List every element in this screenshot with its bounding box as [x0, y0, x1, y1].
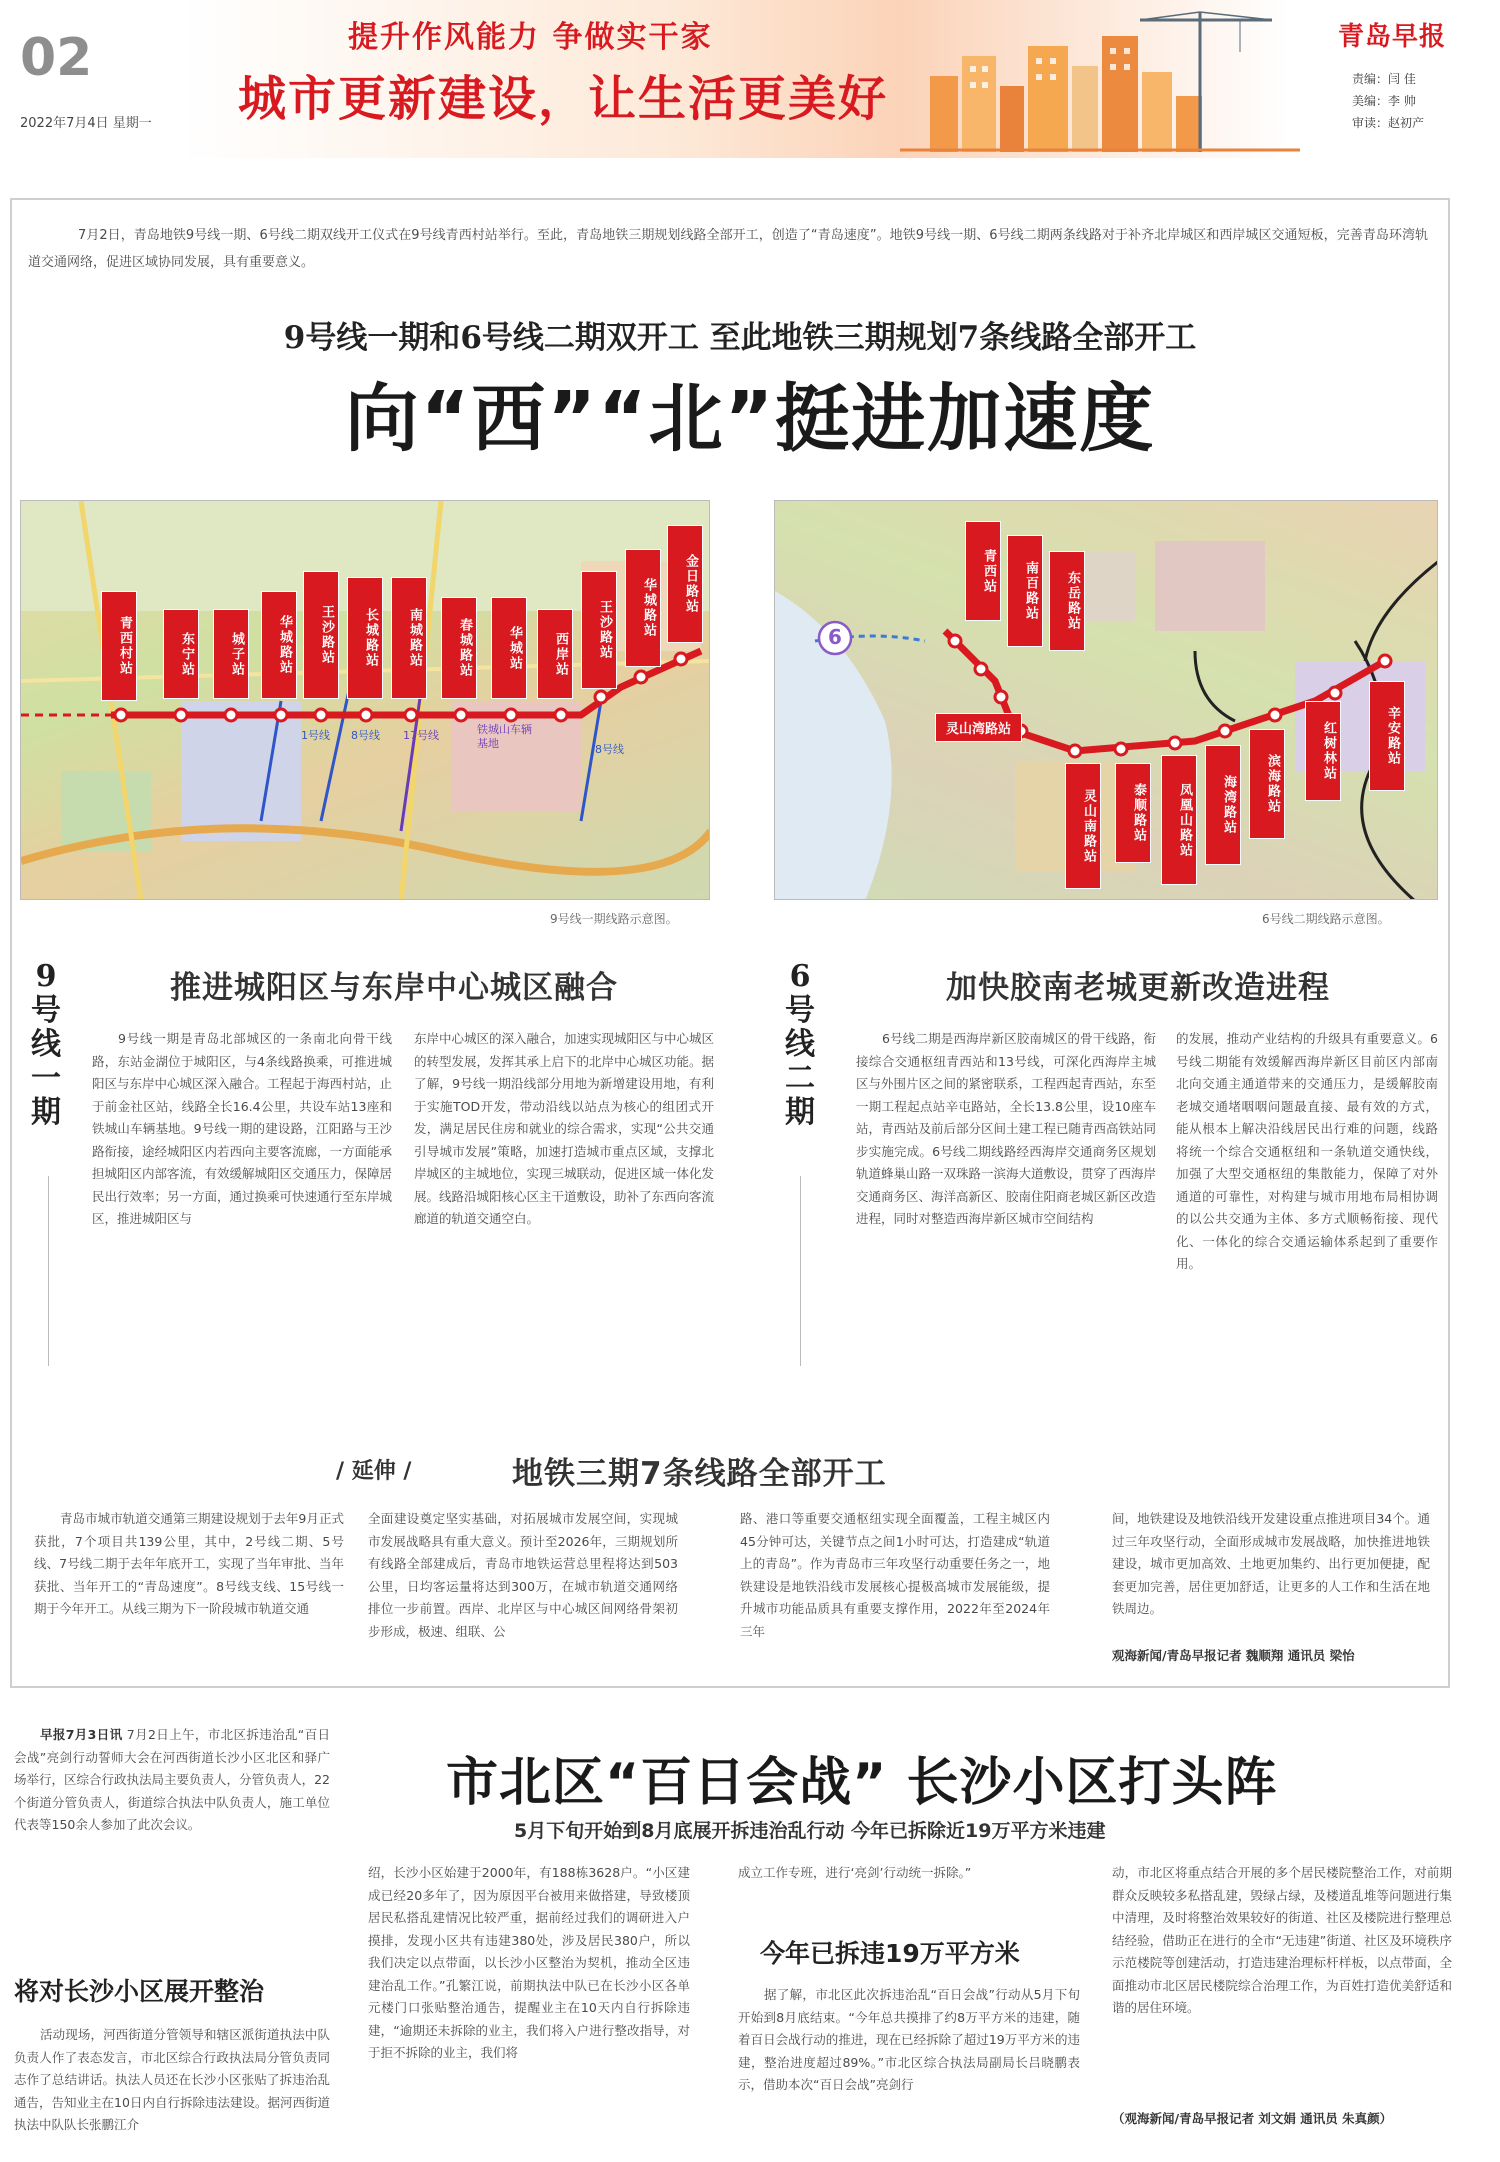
metro-intro: 7月2日，青岛地铁9号线一期、6号线二期双线开工仪式在9号线青西村站举行。至此，青岛地铁三期规划线路全部开工，创造了“青岛速度”。地铁9号线一期、6号线二期两条线路对于补齐北岸城区和西岸城区交通短板，完善青岛环湾轨道交通网络，促进区域协同发展，具有重要意义。 [28, 228, 1428, 270]
line9-station: 王沙路站 [581, 571, 617, 689]
shibei-column-3: 成立工作专班，进行‘亮剑’行动统一拆除。” [738, 1865, 972, 1880]
line9-station: 西岸站 [537, 609, 573, 699]
editor-credit: 责编：闫 佳 [1352, 72, 1416, 86]
shibei-column-2: 绍，长沙小区始建于2000年，有188栋3628户。“小区建成已经20多年了，因为原因平台被用来做搭建，导致楼顶居民私搭乱建情况比较严重，据前经过我们的调研进入户摸排，发现小区共有违建380处，涉及居民380户，所以我们决定以点带面，以长沙小区整治为契机，推动全区违建治乱工作。”孔繁江说，前期执法中队已在长沙小区各单元楼门口张贴整治通告，提醒业主在10天内自行拆除违建，“逾期还未拆除的业主，我们将入户进行整改指导，对于拒不拆除的业主，我们将 [368, 1865, 690, 2060]
line6-station: 青西站 [965, 521, 1001, 621]
page-header [0, 0, 1500, 158]
line9-station: 王沙路站 [303, 571, 339, 699]
extension-tag: / 延伸 / [336, 1459, 412, 1484]
line9-section-label [24, 960, 68, 1130]
extension-byline: 观海新闻/青岛早报记者 魏顺翔 通讯员 梁怡 [1112, 1648, 1355, 1663]
line6-station: 东岳路站 [1049, 551, 1085, 651]
line6-station: 红树林站 [1305, 701, 1341, 801]
line6-label-text: 6号线二期 [785, 959, 815, 1130]
line9-column-1: 9号线一期是青岛北部城区的一条南北向骨干线路，东站金湖位于城阳区，与4条线路换乘，可推进城阳区与东岸中心城区深入融合。工程起于海西村站，止于前金社区站，线路全长16.4公里，共设车站13座和铁城山车辆基地。9号线一期的建设路，江阳路与王沙路衔接，途经城阳区内若西向主要客流廊，一方面能承担城阳区内部客流，有效缓解城阳区交通压力，保障居民出行效率；另一方面，通过换乘可快速通行至东岸城区，推进城阳区与 [92, 1031, 392, 1226]
shibei-lead [14, 1724, 330, 1954]
shibei-lead-text: 7月2日上午，市北区拆违治乱“百日会战”亮剑行动誓师大会在河西街道长沙小区北区和驿广场举行，区综合行政执法局主要负责人，分管负责人，22个街道分管负责人，街道综合执法中队负责人，施工单位代表等150余人参加了此次会议。 [14, 1727, 330, 1832]
extension-title: 地铁三期7条线路全部开工 [512, 1456, 887, 1492]
metro-headline: 向“西”“北”挺进加速度 [344, 376, 1156, 462]
shibei-subheadline: 5月下旬开始到8月底展开拆违治乱行动 今年已拆除近19万平方米违建 [514, 1820, 1106, 1842]
newspaper-logo: 青岛早报 [1338, 22, 1447, 52]
shibei-subhead-1: 将对长沙小区展开整治 [14, 1977, 265, 2006]
line6-station: 海湾路站 [1205, 745, 1241, 865]
line6-station: 泰顺路站 [1115, 763, 1151, 863]
extension-column-3: 路、港口等重要交通枢纽实现全面覆盖，工程主城区内45分钟可达，关键节点之间1小时可达，打造建成“轨道上的青岛”。作为青岛市三年攻坚行动重要任务之一，地铁建设是地铁沿线市发展核心提极高城市发展能级，提升城市功能品质具有重要支撑作用，2022年至2024年三年 [740, 1511, 1050, 1639]
banner-title: 城市更新建设，让生活更美好 [238, 71, 889, 127]
line6-column-1: 6号线二期是西海岸新区胶南城区的骨干线路，衔接综合交通枢纽青西站和13号线，可深化西海岸主城区与外围片区之间的紧密联系，工程西起青西站，东至一期工程起点站辛屯路站，全长13.8公里，设10座车站，青西站及前后部分区间土建工程已随青西高铁站同步实施完成。6号线二期线路经西海岸交通商务区规划轨道蜂巢山路一双珠路一滨海大道敷设，贯穿了西海岸交通商务区、海洋高新区、胶南住阳商老城区新区改造进程，同时对整造西海岸新区城市空间结构 [856, 1031, 1156, 1226]
line9-section-title: 推进城阳区与东岸中心城区融合 [170, 970, 618, 1006]
extension-column-4: 间，地铁建设及地铁沿线开发建设重点推进项目34个。通过三年攻坚行动，全面形成城市发展战略，加快推进地铁建设，城市更加高效、土地更加集约、出行更加便捷，配套更加完善，居住更加舒适，让更多的人工作和生活在地铁周边。 [1112, 1511, 1430, 1616]
line9-station: 华城路站 [261, 591, 297, 699]
line6-number-badge: 6 [828, 625, 842, 649]
shibei-headline: 市北区“百日会战” 长沙小区打头阵 [446, 1753, 1278, 1813]
line6-station: 滨海路站 [1249, 729, 1285, 839]
line9-station: 南城路站 [391, 577, 427, 699]
designer-credit: 美编：李 帅 [1352, 94, 1416, 108]
line-label-17: 17号线 [403, 729, 439, 742]
line6-section-label [778, 960, 822, 1130]
shibei-lead-date: 早报7月3日讯 [40, 1727, 123, 1742]
line6-column-2: 的发展，推动产业结构的升级具有重要意义。6号线二期能有效缓解西海岸新区目前区内部南北向交通主通道带来的交通压力，是缓解胶南老城交通堵咽咽问题最直接、最有效的方式，能从根本上解决沿线居民出行难的问题，线路将统一个综合交通枢纽和一条轨道交通快线，加强了大型交通枢纽的集散能力，保障了对外通道的可靠性，对构建与城市用地布局相协调的以公共交通为主体、多方式顺畅衔接、现代化、一体化的综合交通运输体系起到了重要作用。 [1176, 1031, 1438, 1271]
line9-station: 青西村站 [101, 591, 137, 701]
line6-map-caption: 6号线二期线路示意图。 [1262, 912, 1390, 926]
shibei-byline: （观海新闻/青岛早报记者 刘文娟 通讯员 朱真颜） [1112, 2111, 1393, 2126]
line9-map-caption: 9号线一期线路示意图。 [550, 912, 678, 926]
shibei-column-4: 动，市北区将重点结合开展的多个居民楼院整治工作，对前期群众反映较多私搭乱建，毁绿占绿，及楼道乱堆等问题进行集中清理，及时将整治效果较好的街道、社区及楼院进行整理总结经验，借助正在进行的全市“无违建”街道、社区及环境秩序示范楼院等创建活动，打造违建治理标杆样板，以点带面，全面推动市北区居民楼院综合治理工作，为百姓打造优美舒适和谐的居住环境。 [1112, 1865, 1452, 2015]
extension-column-2: 全面建设奠定坚实基础，对拓展城市发展空间，实现城市发展战略具有重大意义。预计至2026年，三期规划所有线路全部建成后，青岛市地铁运营总里程将达到503公里，日均客运量将达到300万，在城市轨道交通网络排位一步前置。西岸、北岸区与中心城区间网络骨架初步形成，极速、组联、公 [368, 1511, 678, 1639]
line9-column-2: 东岸中心城区的深入融合，加速实现城阳区与中心城区的转型发展，发挥其承上启下的北岸中心城区功能。据了解，9号线一期沿线部分用地为新增建设用地，有利于实施TOD开发，带动沿线以站点为核心的组团式开发，满足居民住房和就业的综合需求，实现“公共交通引导城市发展”策略，加速打造城市重点区域，支撑北岸城区的主城地位，实现三城联动，促进区域一体化发展。线路沿城阳核心区主干道敷设，助补了东西向客流廊道的轨道交通空白。 [414, 1031, 714, 1226]
line6-station: 灵山南路站 [1065, 763, 1101, 889]
line9-station: 华城站 [491, 597, 527, 699]
line9-station: 金日路站 [667, 525, 703, 643]
shibei-column-3b: 据了解，市北区此次拆违治乱“百日会战”行动从5月下旬开始到8月底结束。“今年总共摸排了约8万平方米的违建，随着百日会战行动的推进，现在已经拆除了超过19万平方米的违建，整治进度超过89%。”市北区综合执法局副局长吕晓鹏表示，借助本次“百日会战”亮剑行 [738, 1987, 1080, 2092]
line9-divider [48, 1176, 49, 1366]
metro-subhead: 9号线一期和6号线二期双开工 至此地铁三期规划7条线路全部开工 [283, 320, 1197, 356]
line-label-1: 1号线 [301, 729, 330, 742]
line9-station: 东宁站 [163, 609, 199, 699]
line6-station: 灵山湾路站 [935, 713, 1022, 742]
skyline-illustration [900, 6, 1300, 152]
line6-station: 辛安路站 [1369, 681, 1405, 791]
proofreader-credit: 审读：赵初产 [1352, 116, 1425, 130]
page-number: 02 [20, 28, 93, 88]
shibei-subhead-2: 今年已拆违19万平方米 [760, 1939, 1020, 1968]
line6-station: 凤凰山路站 [1161, 755, 1197, 885]
header-slogan: 提升作风能力 争做实干家 [348, 20, 713, 55]
line6-station: 南百路站 [1007, 535, 1043, 647]
line9-station: 华城路站 [625, 549, 661, 667]
line6-map [774, 500, 1438, 900]
issue-date: 2022年7月4日 星期一 [20, 116, 152, 131]
line-label-8b: 8号线 [595, 743, 624, 756]
vehicle-depot-label: 铁城山车辆基地 [477, 723, 532, 750]
extension-tag-text: 延伸 [351, 1459, 396, 1484]
extension-column-1: 青岛市城市轨道交通第三期建设规划于去年9月正式获批，7个项目共139公里，其中，2号线二期、5号线、7号线二期于去年年底开工，实现了当年审批、当年获批、当年开工的“青岛速度”。8号线支线、15号线一期于今年开工。从线三期为下一阶段城市轨道交通 [34, 1511, 344, 1616]
line9-station: 城子站 [213, 609, 249, 699]
line9-station: 春城路站 [441, 597, 477, 699]
line9-label-text: 9号线一期 [31, 959, 61, 1130]
line9-station: 长城路站 [347, 577, 383, 699]
line-label-8: 8号线 [351, 729, 380, 742]
shibei-column-1: 活动现场，河西街道分管领导和辖区派街道执法中队负责人作了表态发言，市北区综合行政执法局分管负责同志作了总结讲话。执法人员还在长沙小区张贴了拆违治乱通告，告知业主在10日内自行拆除违法建设。据河西街道执法中队队长张鹏江介 [14, 2027, 330, 2132]
line6-divider [800, 1176, 801, 1366]
line6-section-title: 加快胶南老城更新改造进程 [946, 970, 1330, 1006]
line9-map [20, 500, 710, 900]
